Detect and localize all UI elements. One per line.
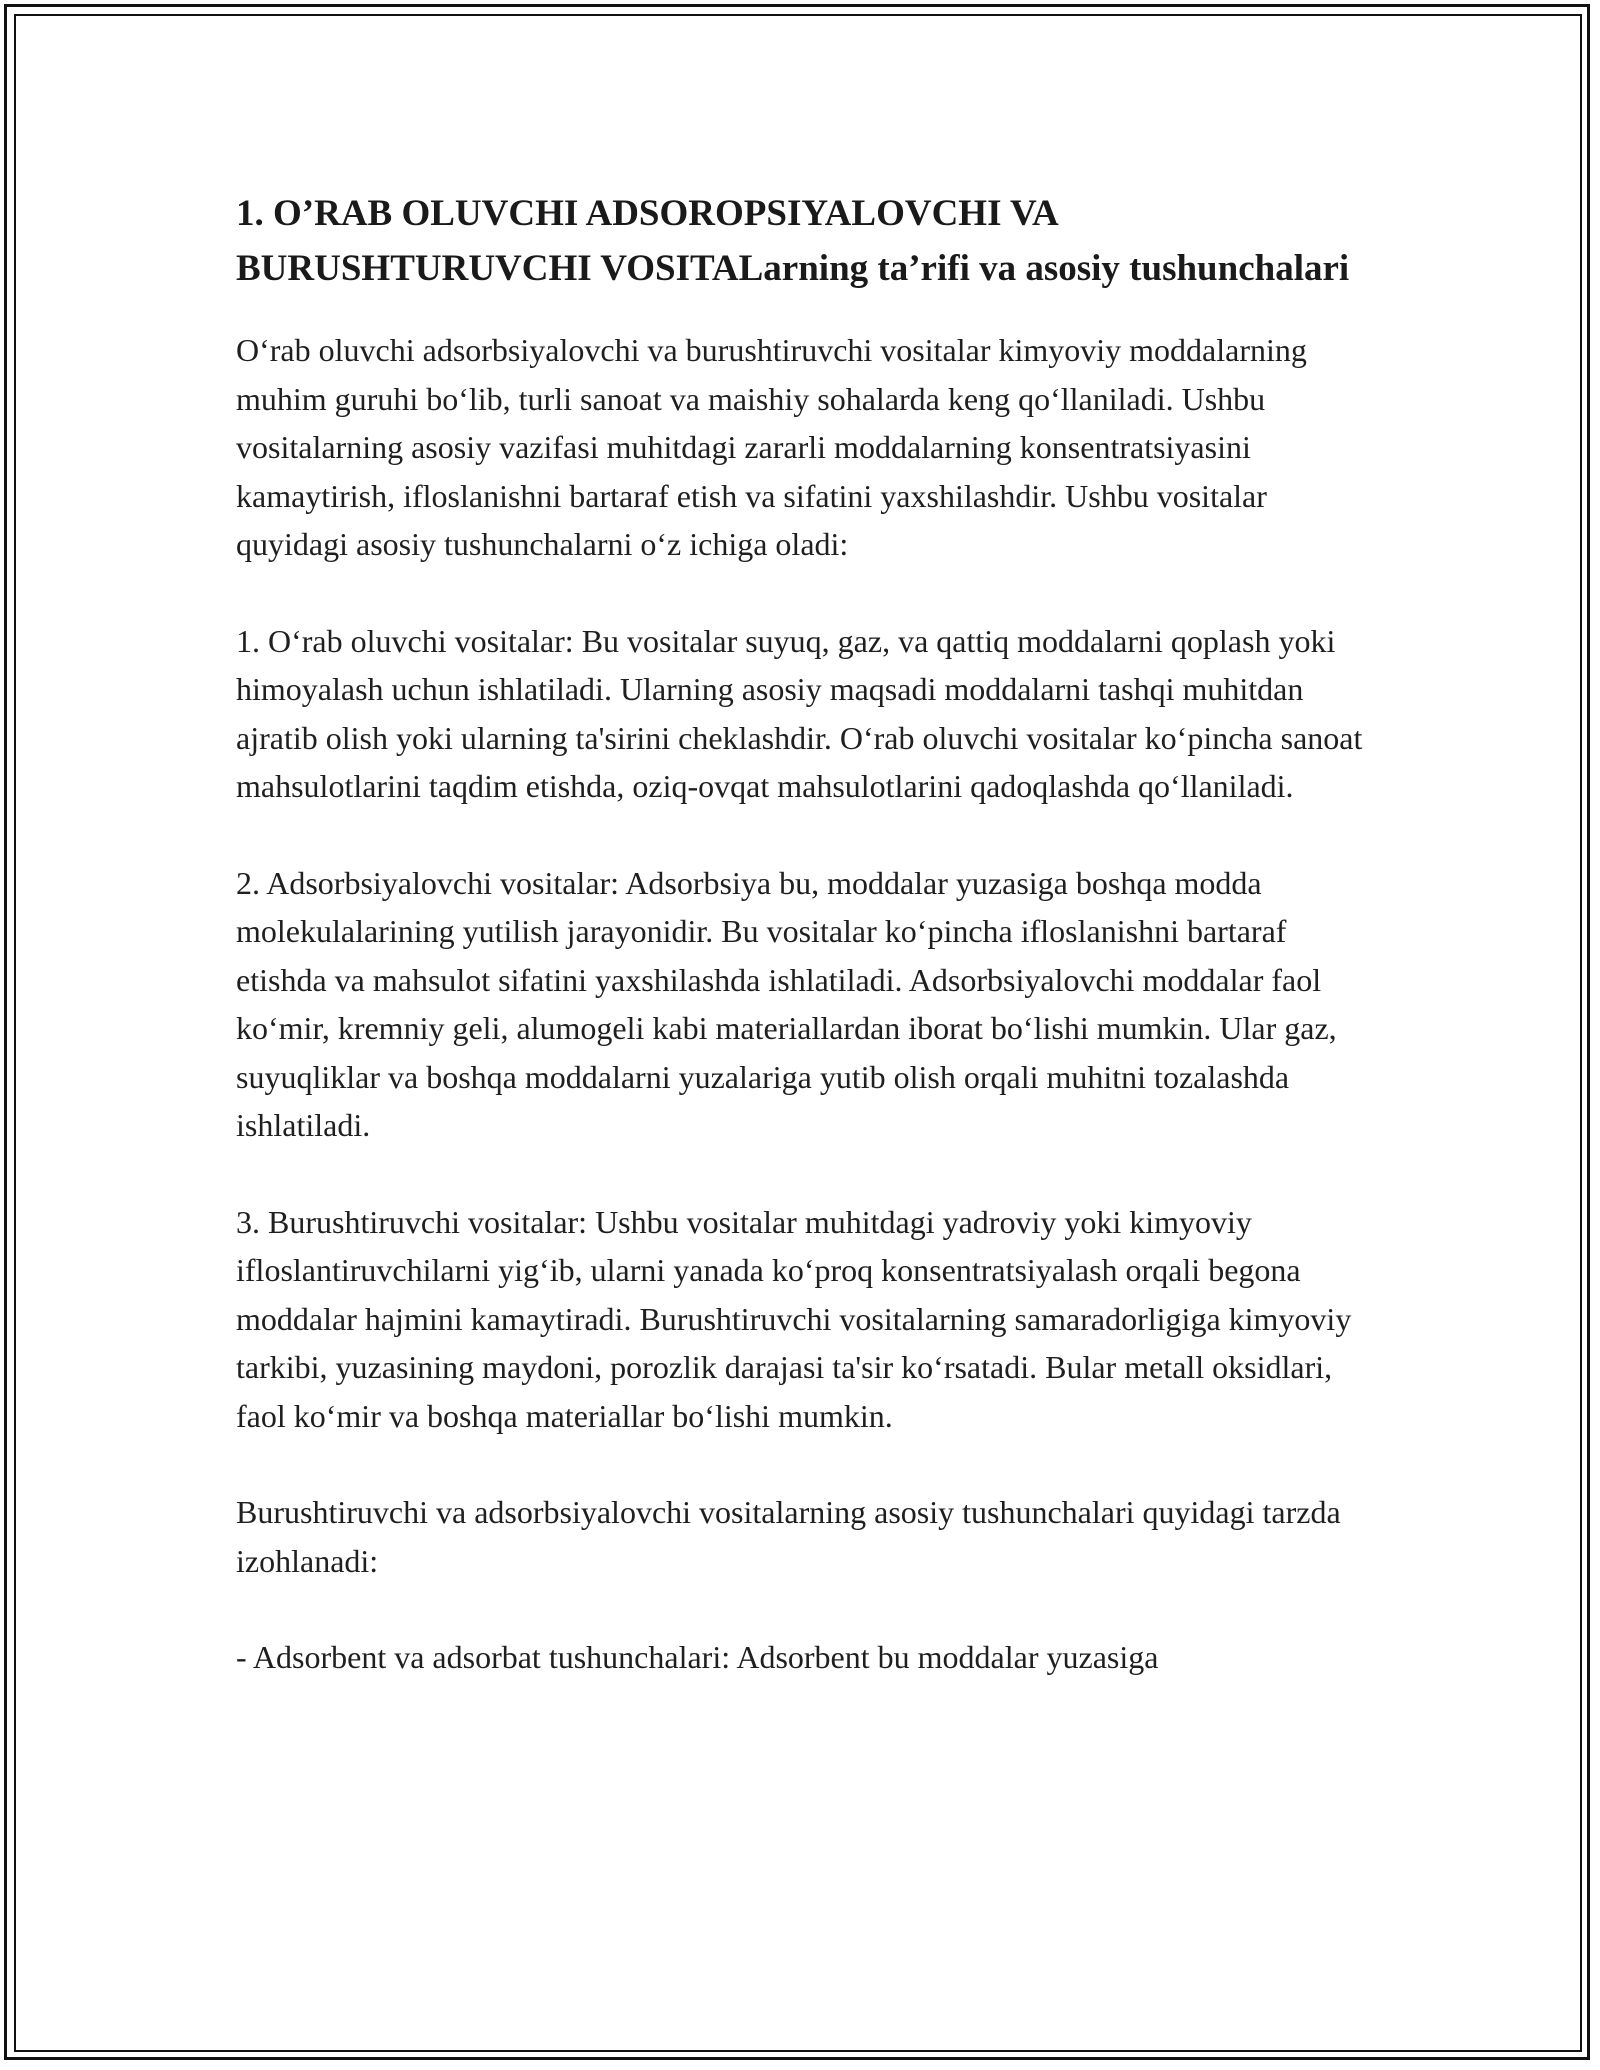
paragraph-item-2: 2. Adsorbsiyalovchi vositalar: Adsorbsiya bu, moddalar yuzasiga boshqa modda molekulalarining yutilish jarayonidir. Bu vositalar ko‘pincha ifloslanishni bartaraf etishda va mahsulot sifatini yaxshilashda ishlatiladi. Adsorbsiyalovchi moddalar faol ko‘mir, kremniy geli, alumogeli kabi materiallardan iborat bo‘lishi mumkin. Ular gaz, suyuqliklar va boshqa moddalarni yuzalariga yutib olish orqali muhitni tozalashda ishlatiladi. (236, 864, 1337, 1143)
paragraph-bullet: - Adsorbent va adsorbat tushunchalari: Adsorbent bu moddalar yuzasiga (236, 1639, 1159, 1675)
paragraph-item-1: 1. O‘rab oluvchi vositalar: Bu vositalar suyuq, gaz, va qattiq moddalarni qoplash yoki himoyalash uchun ishlatiladi. Ularning asosiy maqsadi moddalarni tashqi muhitdan ajratib olish yoki ularning ta'sirini cheklashdir. O‘rab oluvchi vositalar ko‘pincha sanoat mahsulotlarini taqdim etishda, oziq-ovqat mahsulotlarini qadoqlashda qo‘llaniladi. (236, 622, 1363, 804)
paragraph-intro: O‘rab oluvchi adsorbsiyalovchi va burushtiruvchi vositalar kimyoviy moddalarning muhim guruhi bo‘lib, turli sanoat va maishiy sohalarda keng qo‘llaniladi. Ushbu vositalarning asosiy vazifasi muhitdagi zararli moddalarning konsentratsiyasini kamaytirish, ifloslanishni bartaraf etish va sifatini yaxshilashdir. Ushbu vositalar quyidagi asosiy tushunchalarni o‘z ichiga oladi: (236, 332, 1307, 562)
paragraph-summary: Burushtiruvchi va adsorbsiyalovchi vositalarning asosiy tushunchalari quyidagi tarzda izohlanadi: (236, 1494, 1341, 1579)
paragraph-item-3: 3. Burushtiruvchi vositalar: Ushbu vositalar muhitdagi yadroviy yoki kimyoviy ifloslantiruvchilarni yig‘ib, ularni yanada ko‘proq konsentratsiyalash orqali begona moddalar hajmini kamaytiradi. Burushtiruvchi vositalarning samaradorligiga kimyoviy tarkibi, yuzasining maydoni, porozlik darajasi ta'sir ko‘rsatadi. Bular metall oksidlari, faol ko‘mir va boshqa materiallar bo‘lishi mumkin. (236, 1203, 1352, 1434)
document-page (236, 186, 1366, 1730)
section-title: 1. O’RAB OLUVCHI ADSOROPSIYALOVCHI VA BURUSHTURUVCHI VOSITALarning ta’rifi va asosiy tushunchalari (236, 193, 1350, 289)
